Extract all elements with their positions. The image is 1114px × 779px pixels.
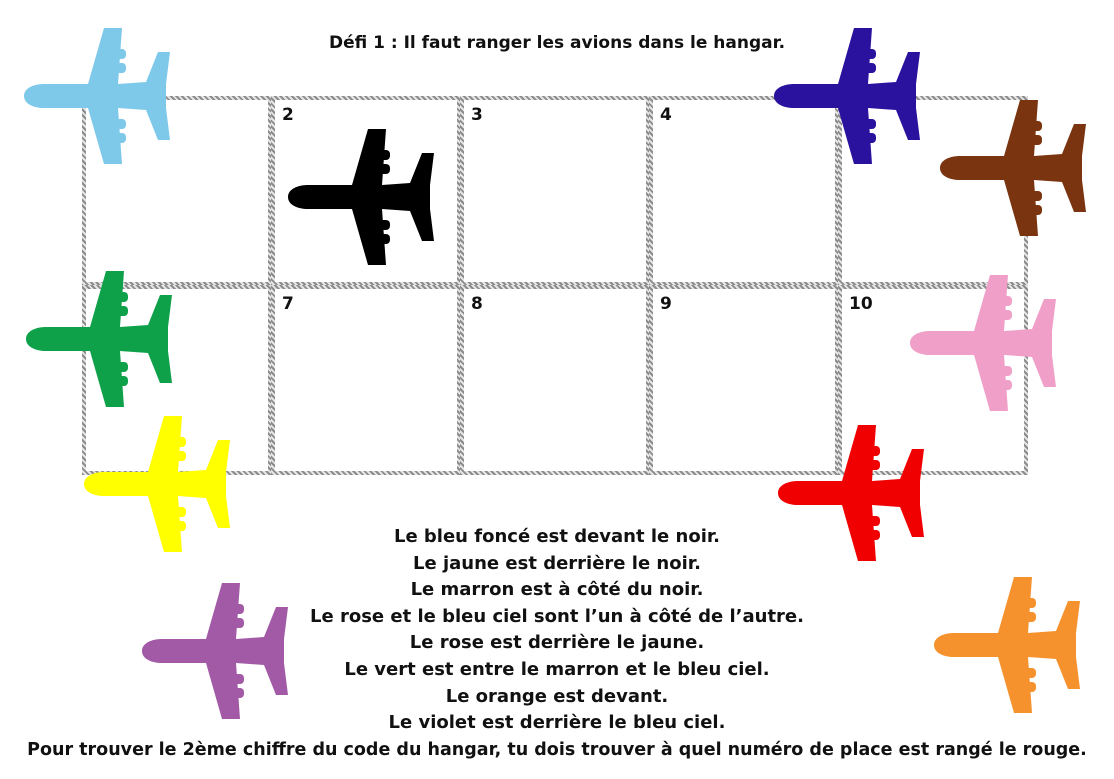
hangar-slot-7[interactable] xyxy=(271,285,461,475)
page-title: Défi 1 : Il faut ranger les avions dans le hangar. xyxy=(328,33,786,53)
clue-line: Le vert est entre le marron et le bleu ciel. xyxy=(344,658,770,680)
plane-black-shape xyxy=(282,125,446,269)
plane-dark-blue-icon[interactable] xyxy=(768,24,932,168)
slot-number: 2 xyxy=(282,105,294,125)
clue-line: Le jaune est derrière le noir. xyxy=(413,552,701,574)
plane-dark-blue-shape xyxy=(768,24,932,168)
plane-green-icon[interactable] xyxy=(20,267,184,411)
plane-brown-icon[interactable] xyxy=(934,96,1098,240)
slot-number: 8 xyxy=(471,294,483,314)
slot-number: 4 xyxy=(660,105,672,125)
clue-line: Le violet est derrière le bleu ciel. xyxy=(388,712,726,734)
plane-light-blue-shape xyxy=(18,24,182,168)
slot-number: 7 xyxy=(282,294,294,314)
hangar-slot-8[interactable] xyxy=(460,285,650,475)
hangar-slot-3[interactable] xyxy=(460,96,650,286)
plane-pink-icon[interactable] xyxy=(904,271,1068,415)
plane-green-shape xyxy=(20,267,184,411)
plane-brown-shape xyxy=(934,96,1098,240)
slot-number: 10 xyxy=(849,294,873,314)
plane-black-icon[interactable] xyxy=(282,125,446,269)
slot-number: 3 xyxy=(471,105,483,125)
instruction-text: Pour trouver le 2ème chiffre du code du hangar, tu dois trouver à quel numéro de place est rangé le rouge. xyxy=(27,739,1087,760)
clue-line: Le marron est à côté du noir. xyxy=(410,579,704,601)
clue-line: Le rose et le bleu ciel sont l’un à côté de l’autre. xyxy=(310,605,804,627)
clue-line: Le rose est derrière le jaune. xyxy=(409,632,705,654)
clue-line: Le bleu foncé est devant le noir. xyxy=(393,526,721,547)
clue-line: Le orange est devant. xyxy=(445,685,669,707)
plane-pink-shape xyxy=(904,271,1068,415)
clue-list xyxy=(0,524,1114,763)
slot-number: 9 xyxy=(660,294,672,314)
plane-light-blue-icon[interactable] xyxy=(18,24,182,168)
